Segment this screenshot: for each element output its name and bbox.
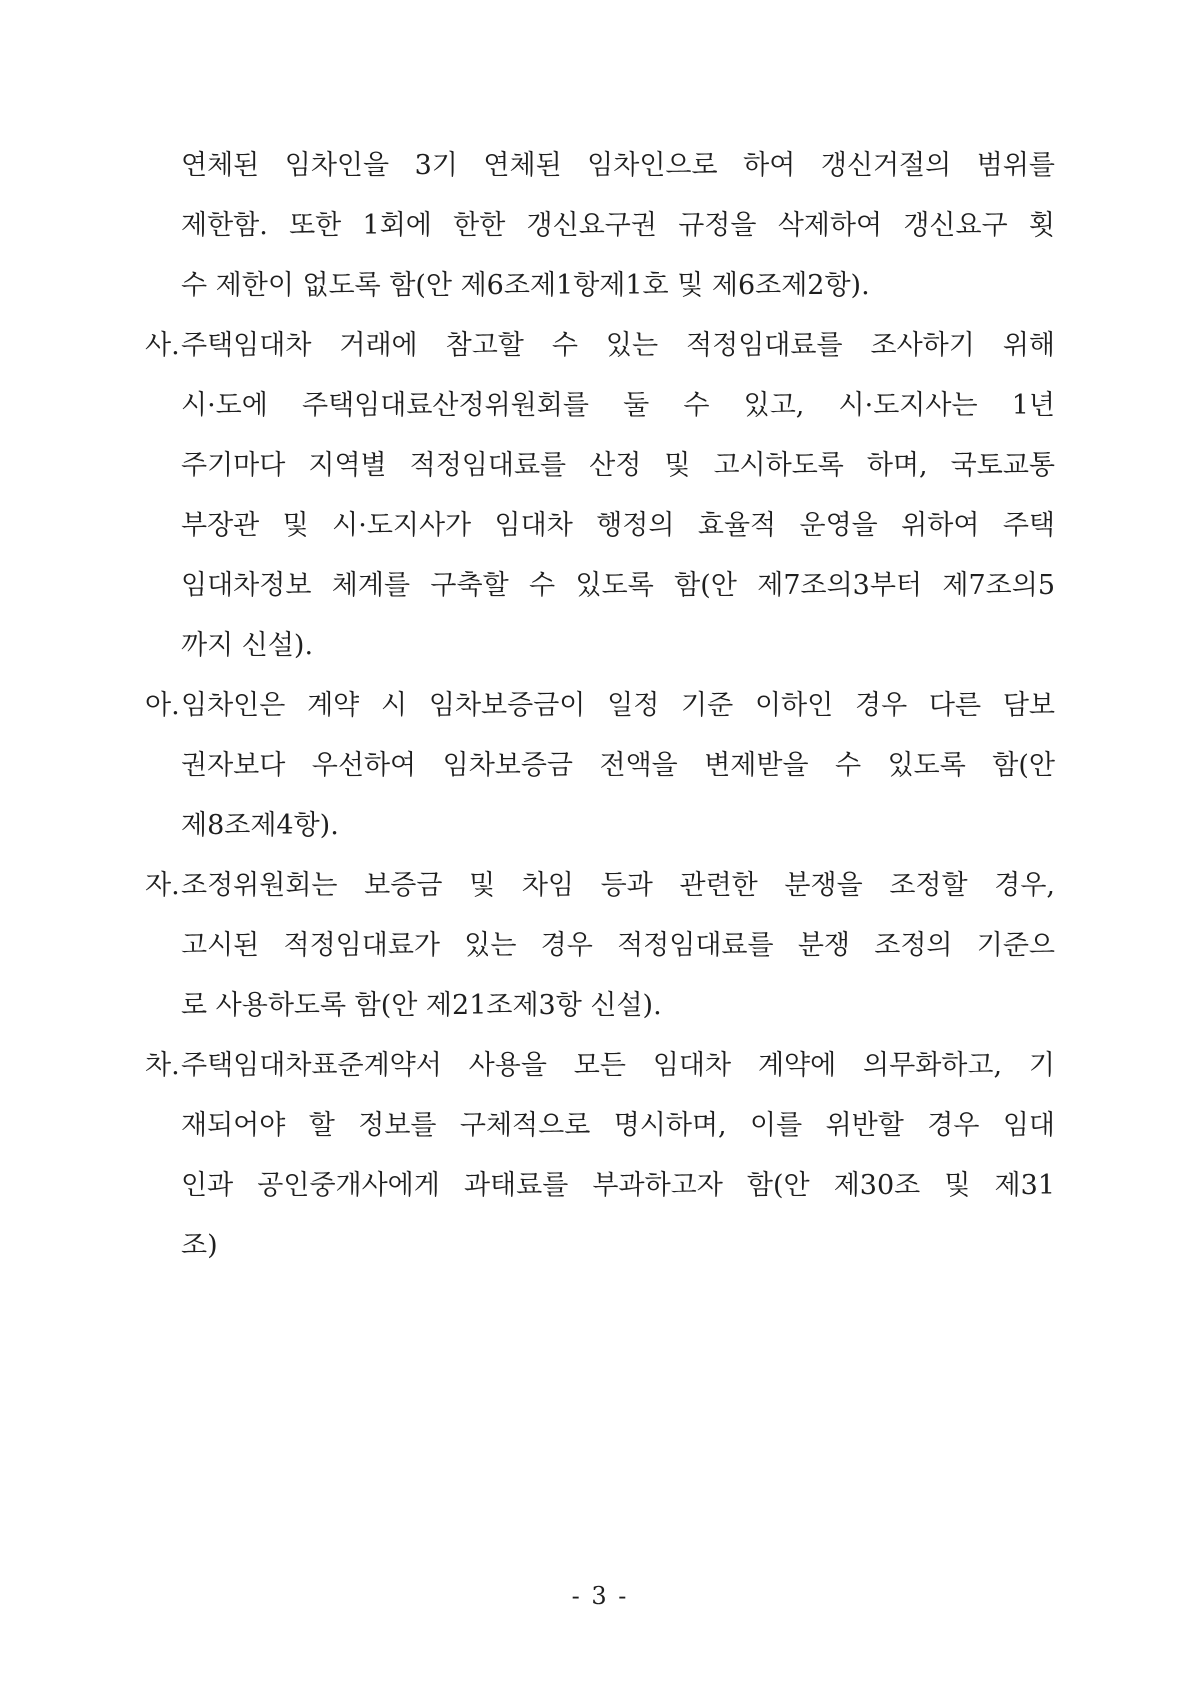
paragraph-marker-sa: 사. bbox=[145, 330, 180, 361]
paragraph-text-line: 시·도에 주택임대료산정위원회를 둘 수 있고, 시·도지사는 1년 bbox=[181, 390, 1055, 421]
paragraph-marker-a: 아. bbox=[145, 690, 180, 721]
paragraph-text-line: 조) bbox=[181, 1230, 218, 1261]
paragraph-text-line: 까지 신설). bbox=[181, 630, 314, 661]
paragraph-text-line: 제8조제4항). bbox=[181, 810, 339, 841]
paragraph-text-line: 제한함. 또한 1회에 한한 갱신요구권 규정을 삭제하여 갱신요구 횟 bbox=[181, 210, 1055, 241]
paragraph-text-line: 인과 공인중개사에게 과태료를 부과하고자 함(안 제30조 및 제31 bbox=[181, 1170, 1055, 1201]
paragraph-text-line: 임차인은 계약 시 임차보증금이 일정 기준 이하인 경우 다른 담보 bbox=[181, 690, 1055, 721]
paragraph-text-line: 주택임대차표준계약서 사용을 모든 임대차 계약에 의무화하고, 기 bbox=[181, 1050, 1055, 1081]
paragraph-text-line: 조정위원회는 보증금 및 차임 등과 관련한 분쟁을 조정할 경우, bbox=[181, 870, 1055, 901]
paragraph-text-line: 재되어야 할 정보를 구체적으로 명시하며, 이를 위반할 경우 임대 bbox=[181, 1110, 1055, 1141]
paragraph-text-line: 주택임대차 거래에 참고할 수 있는 적정임대료를 조사하기 위해 bbox=[181, 330, 1055, 361]
paragraph-marker-ja: 자. bbox=[145, 870, 180, 901]
paragraph-text-line: 수 제한이 없도록 함(안 제6조제1항제1호 및 제6조제2항). bbox=[181, 270, 870, 301]
paragraph-text-line: 부장관 및 시·도지사가 임대차 행정의 효율적 운영을 위하여 주택 bbox=[181, 510, 1055, 541]
paragraph-text-line: 로 사용하도록 함(안 제21조제3항 신설). bbox=[181, 990, 662, 1021]
paragraph-text-line: 고시된 적정임대료가 있는 경우 적정임대료를 분쟁 조정의 기준으 bbox=[181, 930, 1055, 961]
paragraph-text-line: 권자보다 우선하여 임차보증금 전액을 변제받을 수 있도록 함(안 bbox=[181, 750, 1055, 781]
page-number: - 3 - bbox=[571, 1582, 629, 1610]
paragraph-text-line: 임대차정보 체계를 구축할 수 있도록 함(안 제7조의3부터 제7조의5 bbox=[181, 570, 1055, 601]
paragraph-text-line: 연체된 임차인을 3기 연체된 임차인으로 하여 갱신거절의 범위를 bbox=[181, 150, 1055, 181]
paragraph-marker-cha: 차. bbox=[145, 1050, 180, 1081]
paragraph-text-line: 주기마다 지역별 적정임대료를 산정 및 고시하도록 하며, 국토교통 bbox=[181, 450, 1055, 481]
